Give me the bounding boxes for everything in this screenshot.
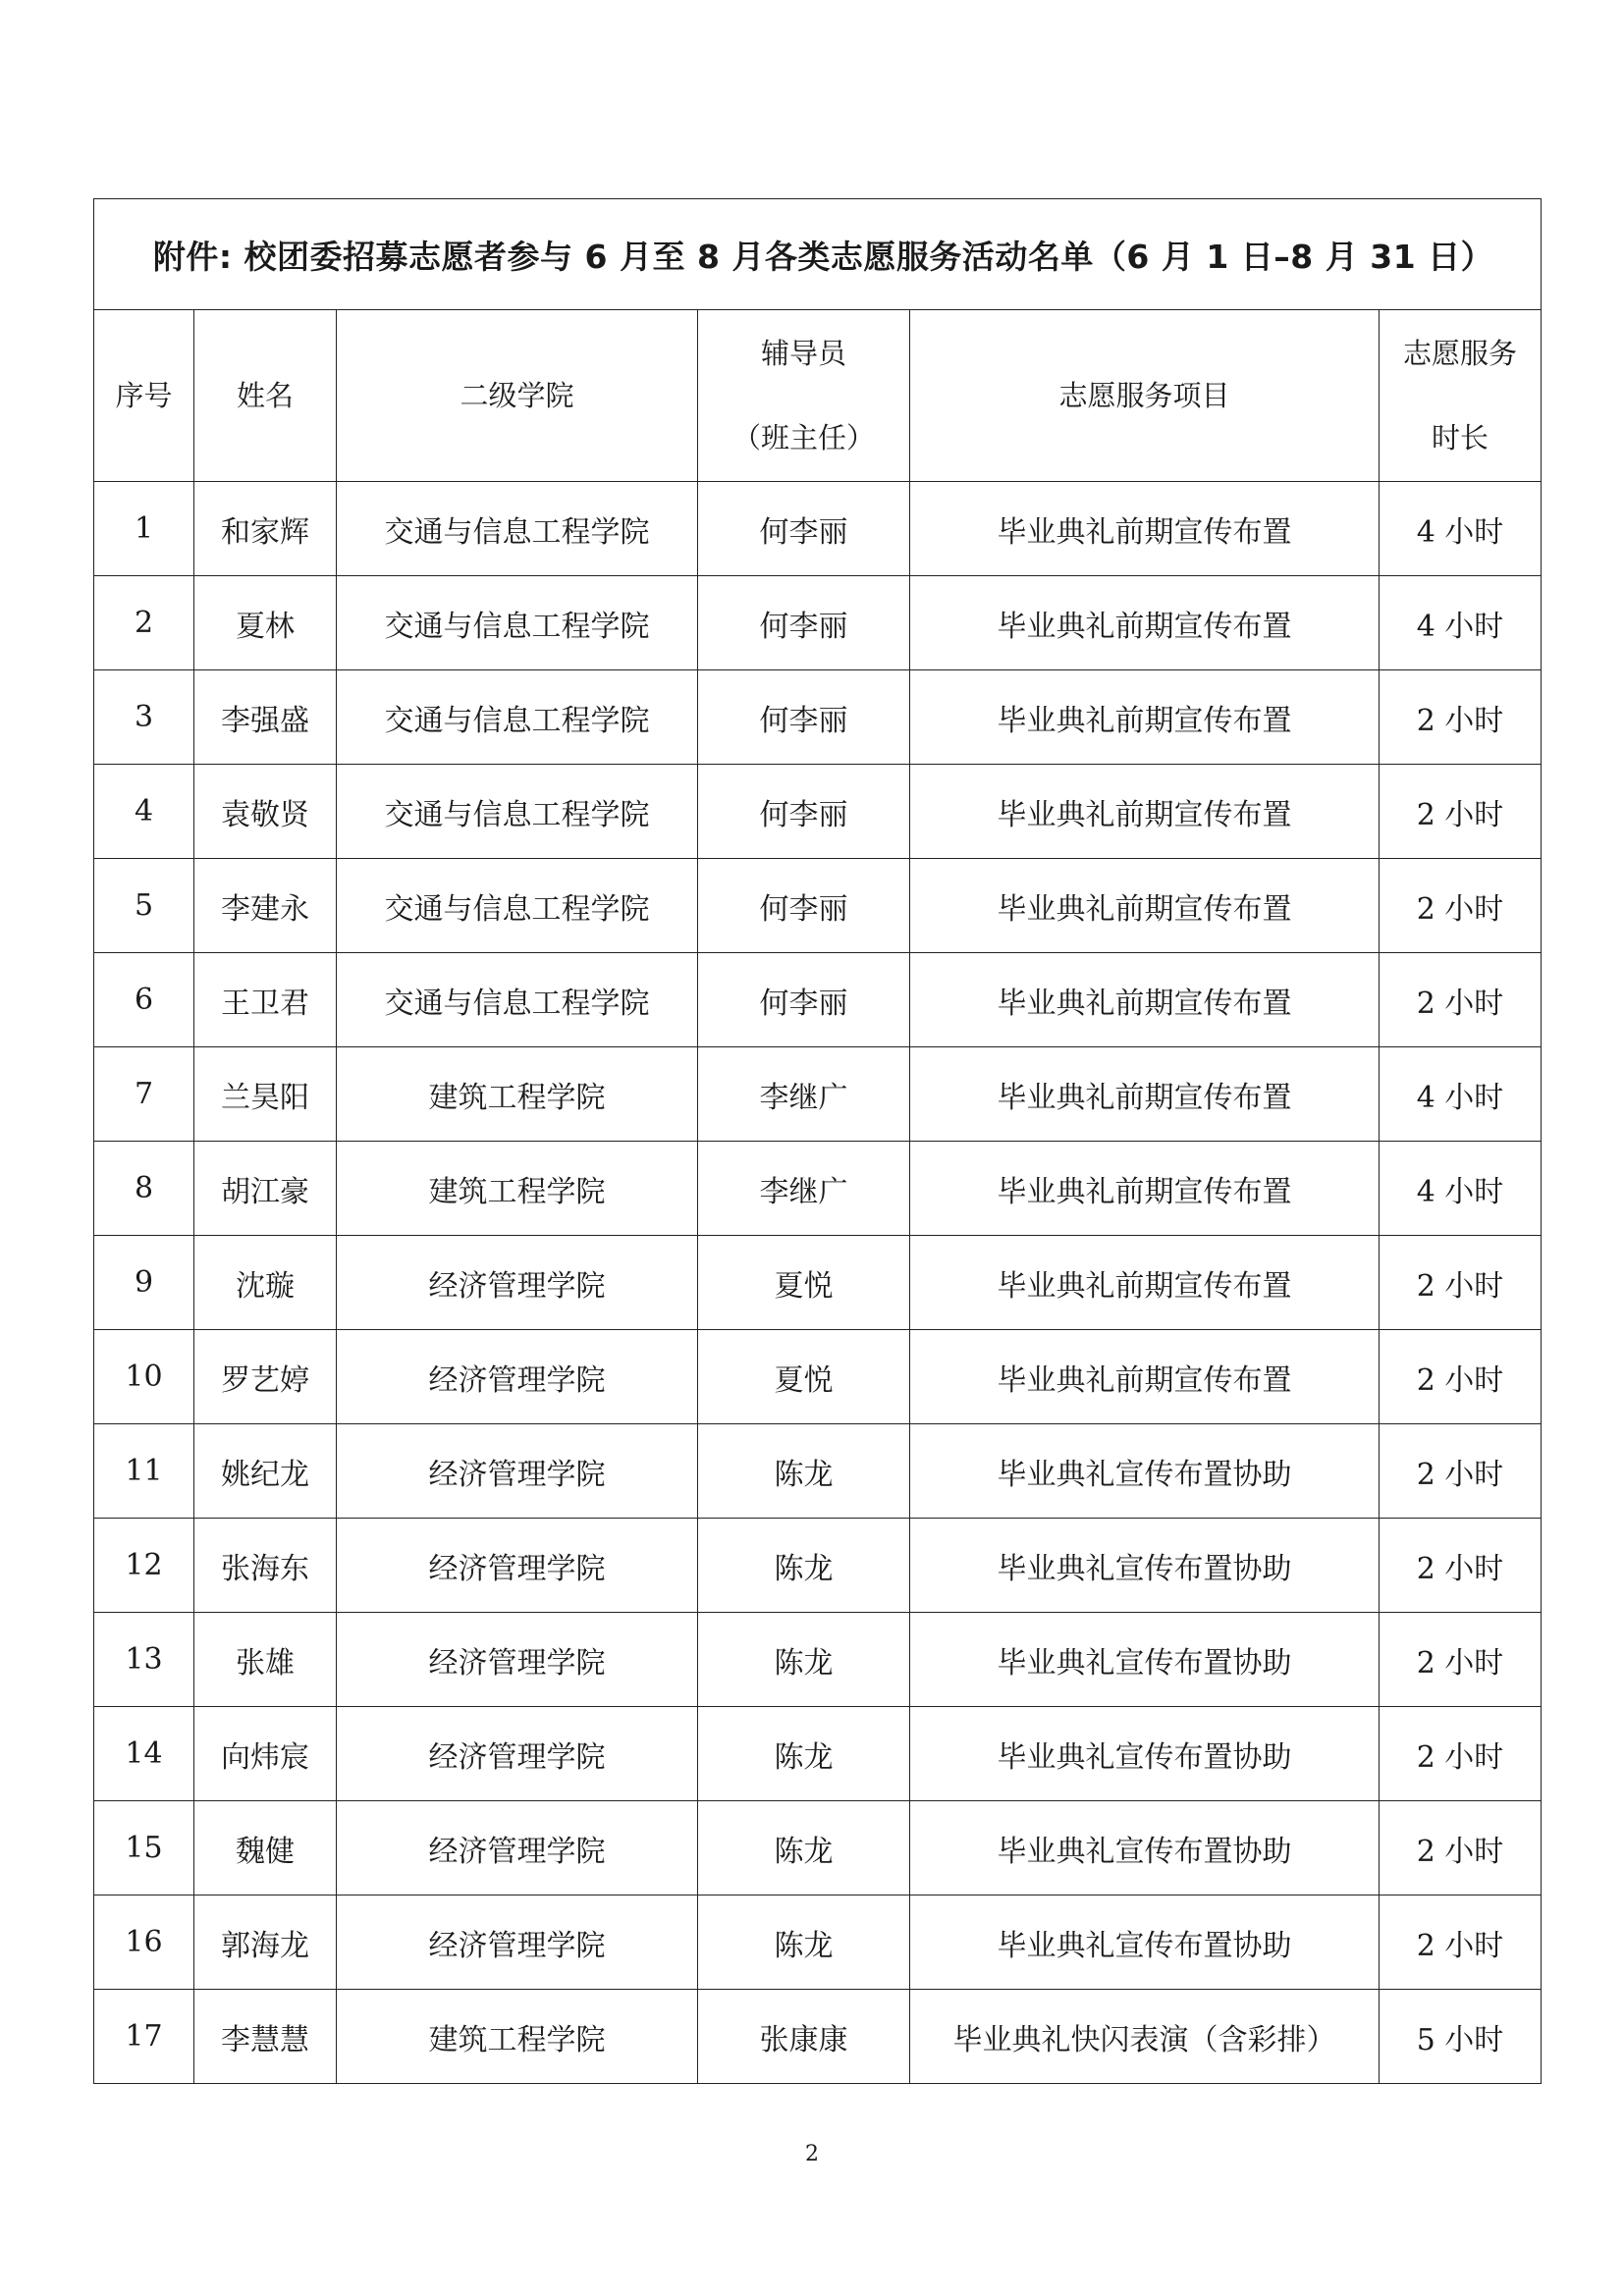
cell-project: 毕业典礼宣传布置协助 bbox=[910, 1613, 1380, 1707]
cell-seq: 5 bbox=[94, 859, 194, 953]
column-header-counselor bbox=[698, 310, 910, 482]
cell-name: 夏林 bbox=[194, 576, 337, 670]
cell-college: 交通与信息工程学院 bbox=[337, 765, 698, 859]
cell-name: 李强盛 bbox=[194, 670, 337, 765]
table-row bbox=[94, 482, 1542, 576]
cell-name: 沈璇 bbox=[194, 1236, 337, 1330]
cell-counselor: 何李丽 bbox=[698, 670, 910, 765]
cell-college: 交通与信息工程学院 bbox=[337, 482, 698, 576]
cell-college: 经济管理学院 bbox=[337, 1330, 698, 1424]
table-row bbox=[94, 765, 1542, 859]
column-header-name: 姓名 bbox=[194, 310, 337, 482]
cell-project: 毕业典礼前期宣传布置 bbox=[910, 576, 1380, 670]
cell-college: 经济管理学院 bbox=[337, 1424, 698, 1519]
cell-college: 交通与信息工程学院 bbox=[337, 953, 698, 1047]
cell-project: 毕业典礼前期宣传布置 bbox=[910, 482, 1380, 576]
cell-project: 毕业典礼宣传布置协助 bbox=[910, 1424, 1380, 1519]
cell-name: 和家辉 bbox=[194, 482, 337, 576]
cell-name: 罗艺婷 bbox=[194, 1330, 337, 1424]
cell-name: 李慧慧 bbox=[194, 1990, 337, 2084]
cell-college: 建筑工程学院 bbox=[337, 1142, 698, 1236]
cell-seq: 17 bbox=[94, 1990, 194, 2084]
cell-counselor: 夏悦 bbox=[698, 1236, 910, 1330]
cell-project: 毕业典礼前期宣传布置 bbox=[910, 859, 1380, 953]
cell-counselor: 何李丽 bbox=[698, 482, 910, 576]
table-row bbox=[94, 1801, 1542, 1896]
cell-name: 张雄 bbox=[194, 1613, 337, 1707]
cell-counselor: 李继广 bbox=[698, 1047, 910, 1142]
cell-project: 毕业典礼前期宣传布置 bbox=[910, 765, 1380, 859]
cell-seq: 15 bbox=[94, 1801, 194, 1896]
cell-counselor: 何李丽 bbox=[698, 576, 910, 670]
cell-counselor: 陈龙 bbox=[698, 1801, 910, 1896]
cell-seq: 10 bbox=[94, 1330, 194, 1424]
cell-college: 经济管理学院 bbox=[337, 1236, 698, 1330]
table-row bbox=[94, 1990, 1542, 2084]
cell-project: 毕业典礼前期宣传布置 bbox=[910, 1236, 1380, 1330]
header-row bbox=[94, 310, 1542, 482]
cell-name: 王卫君 bbox=[194, 953, 337, 1047]
table-row bbox=[94, 1330, 1542, 1424]
cell-hours: 2 小时 bbox=[1380, 1424, 1542, 1519]
cell-college: 经济管理学院 bbox=[337, 1801, 698, 1896]
cell-hours: 2 小时 bbox=[1380, 670, 1542, 765]
cell-name: 张海东 bbox=[194, 1519, 337, 1613]
cell-seq: 6 bbox=[94, 953, 194, 1047]
cell-counselor: 李继广 bbox=[698, 1142, 910, 1236]
cell-college: 建筑工程学院 bbox=[337, 1990, 698, 2084]
cell-hours: 2 小时 bbox=[1380, 1519, 1542, 1613]
table-row bbox=[94, 1707, 1542, 1801]
cell-seq: 2 bbox=[94, 576, 194, 670]
cell-hours: 2 小时 bbox=[1380, 1707, 1542, 1801]
column-header-college: 二级学院 bbox=[337, 310, 698, 482]
cell-project: 毕业典礼前期宣传布置 bbox=[910, 1330, 1380, 1424]
cell-hours: 2 小时 bbox=[1380, 1236, 1542, 1330]
column-header-project: 志愿服务项目 bbox=[910, 310, 1380, 482]
cell-hours: 4 小时 bbox=[1380, 1142, 1542, 1236]
table-row bbox=[94, 1142, 1542, 1236]
column-header-seq: 序号 bbox=[94, 310, 194, 482]
cell-seq: 16 bbox=[94, 1896, 194, 1990]
cell-college: 建筑工程学院 bbox=[337, 1047, 698, 1142]
cell-hours: 5 小时 bbox=[1380, 1990, 1542, 2084]
cell-project: 毕业典礼前期宣传布置 bbox=[910, 1142, 1380, 1236]
cell-college: 交通与信息工程学院 bbox=[337, 670, 698, 765]
column-header-hours bbox=[1380, 310, 1542, 482]
cell-name: 李建永 bbox=[194, 859, 337, 953]
table-row bbox=[94, 859, 1542, 953]
cell-hours: 2 小时 bbox=[1380, 1801, 1542, 1896]
cell-counselor: 何李丽 bbox=[698, 765, 910, 859]
cell-project: 毕业典礼宣传布置协助 bbox=[910, 1801, 1380, 1896]
cell-college: 经济管理学院 bbox=[337, 1519, 698, 1613]
cell-hours: 2 小时 bbox=[1380, 765, 1542, 859]
cell-hours: 2 小时 bbox=[1380, 1330, 1542, 1424]
cell-seq: 4 bbox=[94, 765, 194, 859]
cell-name: 向炜宸 bbox=[194, 1707, 337, 1801]
cell-name: 姚纪龙 bbox=[194, 1424, 337, 1519]
column-header-counselor-line2: （班主任） bbox=[731, 421, 875, 454]
table-body bbox=[94, 482, 1542, 2084]
cell-college: 交通与信息工程学院 bbox=[337, 576, 698, 670]
cell-college: 经济管理学院 bbox=[337, 1707, 698, 1801]
cell-college: 交通与信息工程学院 bbox=[337, 859, 698, 953]
title-row bbox=[94, 199, 1542, 310]
cell-seq: 11 bbox=[94, 1424, 194, 1519]
cell-counselor: 陈龙 bbox=[698, 1519, 910, 1613]
table-row bbox=[94, 1613, 1542, 1707]
cell-seq: 13 bbox=[94, 1613, 194, 1707]
cell-counselor: 何李丽 bbox=[698, 953, 910, 1047]
table-row bbox=[94, 1236, 1542, 1330]
volunteer-list-table bbox=[93, 198, 1542, 2084]
table-row bbox=[94, 953, 1542, 1047]
cell-seq: 7 bbox=[94, 1047, 194, 1142]
cell-college: 经济管理学院 bbox=[337, 1896, 698, 1990]
cell-hours: 4 小时 bbox=[1380, 576, 1542, 670]
cell-hours: 2 小时 bbox=[1380, 859, 1542, 953]
cell-hours: 4 小时 bbox=[1380, 482, 1542, 576]
column-header-counselor-line1: 辅导员 bbox=[760, 337, 846, 370]
cell-name: 兰昊阳 bbox=[194, 1047, 337, 1142]
cell-counselor: 张康康 bbox=[698, 1990, 910, 2084]
table-title: 附件: 校团委招募志愿者参与 6 月至 8 月各类志愿服务活动名单（6 月 1 日–8 月 31 日） bbox=[94, 199, 1542, 310]
cell-project: 毕业典礼快闪表演（含彩排） bbox=[910, 1990, 1380, 2084]
cell-counselor: 陈龙 bbox=[698, 1613, 910, 1707]
table-row bbox=[94, 1047, 1542, 1142]
cell-project: 毕业典礼宣传布置协助 bbox=[910, 1519, 1380, 1613]
cell-counselor: 陈龙 bbox=[698, 1424, 910, 1519]
table-row bbox=[94, 670, 1542, 765]
cell-college: 经济管理学院 bbox=[337, 1613, 698, 1707]
table-row bbox=[94, 1424, 1542, 1519]
cell-project: 毕业典礼宣传布置协助 bbox=[910, 1707, 1380, 1801]
cell-name: 胡江豪 bbox=[194, 1142, 337, 1236]
column-header-hours-line1: 志愿服务 bbox=[1402, 337, 1517, 370]
page-number: 2 bbox=[805, 2142, 819, 2166]
cell-counselor: 何李丽 bbox=[698, 859, 910, 953]
cell-hours: 2 小时 bbox=[1380, 953, 1542, 1047]
cell-counselor: 陈龙 bbox=[698, 1707, 910, 1801]
cell-project: 毕业典礼宣传布置协助 bbox=[910, 1896, 1380, 1990]
cell-hours: 2 小时 bbox=[1380, 1896, 1542, 1990]
cell-seq: 8 bbox=[94, 1142, 194, 1236]
cell-project: 毕业典礼前期宣传布置 bbox=[910, 953, 1380, 1047]
cell-hours: 2 小时 bbox=[1380, 1613, 1542, 1707]
table-row bbox=[94, 1896, 1542, 1990]
cell-counselor: 夏悦 bbox=[698, 1330, 910, 1424]
cell-name: 魏健 bbox=[194, 1801, 337, 1896]
cell-seq: 1 bbox=[94, 482, 194, 576]
table-row bbox=[94, 576, 1542, 670]
cell-seq: 9 bbox=[94, 1236, 194, 1330]
cell-project: 毕业典礼前期宣传布置 bbox=[910, 670, 1380, 765]
cell-counselor: 陈龙 bbox=[698, 1896, 910, 1990]
cell-seq: 3 bbox=[94, 670, 194, 765]
cell-name: 郭海龙 bbox=[194, 1896, 337, 1990]
cell-name: 袁敬贤 bbox=[194, 765, 337, 859]
cell-project: 毕业典礼前期宣传布置 bbox=[910, 1047, 1380, 1142]
column-header-hours-line2: 时长 bbox=[1431, 421, 1489, 454]
cell-hours: 4 小时 bbox=[1380, 1047, 1542, 1142]
cell-seq: 12 bbox=[94, 1519, 194, 1613]
table-row bbox=[94, 1519, 1542, 1613]
cell-seq: 14 bbox=[94, 1707, 194, 1801]
